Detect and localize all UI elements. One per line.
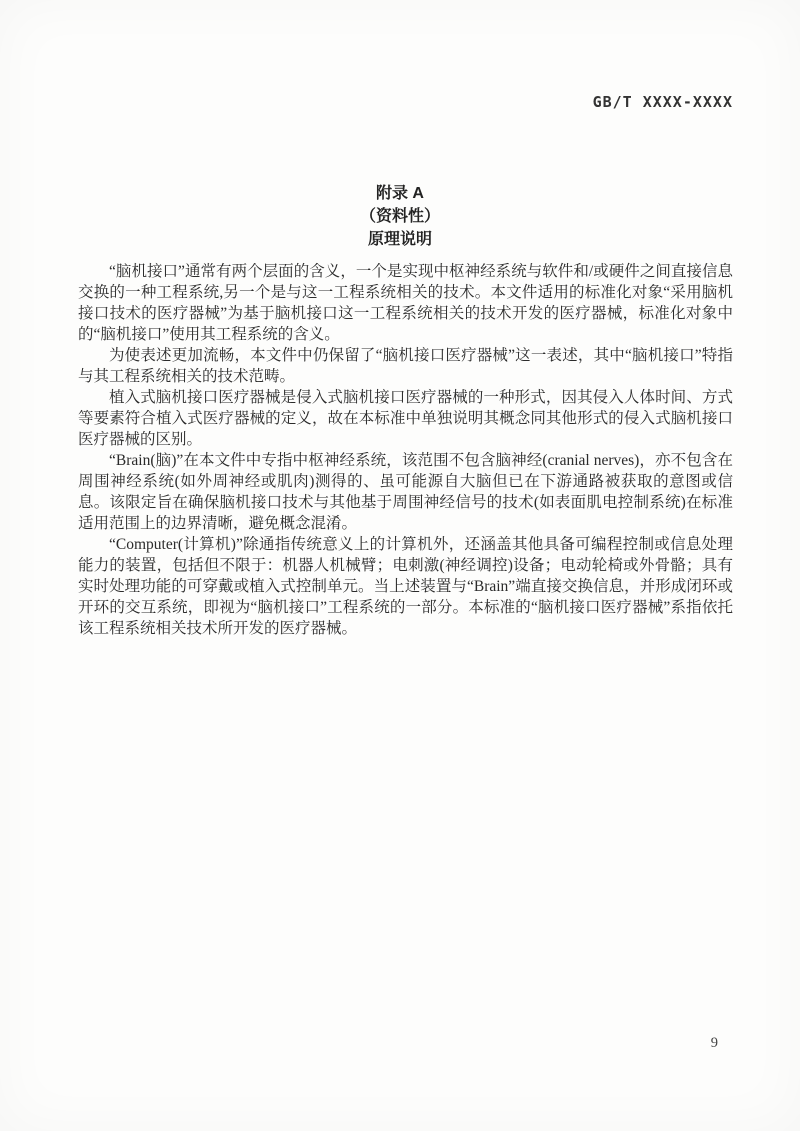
body-text bbox=[78, 261, 733, 639]
paragraph-1: “脑机接口”通常有两个层面的含义，一个是实现中枢神经系统与软件和/或硬件之间直接信息交换的一种工程系统,另一个是与这一工程系统相关的技术。本文件适用的标准化对象“采用脑机接口技术的医疗器械”为基于脑机接口这一工程系统相关的技术开发的医疗器械，标准化对象中的“脑机接口”使用其工程系统的含义。 bbox=[78, 263, 733, 343]
page-number: 9 bbox=[710, 1035, 718, 1051]
appendix-label: 附录 A bbox=[375, 185, 424, 202]
paragraph-4: “Brain(脑)”在本文件中专指中枢神经系统，该范围不包含脑神经(cranial nerves)，亦不包含在周围神经系统(如外周神经或肌肉)测得的、虽可能源自大脑但已在下游通路被获取的意图或信息。该限定旨在确保脑机接口技术与其他基于周围神经信号的技术(如表面肌电控制系统)在标准适用范围上的边界清晰，避免概念混淆。 bbox=[78, 452, 733, 532]
appendix-title: 原理说明 bbox=[367, 231, 432, 248]
appendix-normativity: （资料性） bbox=[359, 208, 440, 225]
paragraph-3: 植入式脑机接口医疗器械是侵入式脑机接口医疗器械的一种形式，因其侵入人体时间、方式等要素符合植入式医疗器械的定义，故在本标准中单独说明其概念同其他形式的侵入式脑机接口医疗器械的区别。 bbox=[78, 389, 733, 448]
paragraph-2: 为使表述更加流畅，本文件中仍保留了“脑机接口医疗器械”这一表述，其中“脑机接口”特指与其工程系统相关的技术范畴。 bbox=[78, 347, 733, 385]
paragraph-5: “Computer(计算机)”除通指传统意义上的计算机外，还涵盖其他具备可编程控制或信息处理能力的装置，包括但不限于：机器人机械臂；电刺激(神经调控)设备；电动轮椅或外骨骼；具有实时处理功能的可穿戴或植入式控制单元。当上述装置与“Brain”端直接交换信息，并形成闭环或开环的交互系统，即视为“脑机接口”工程系统的一部分。本标准的“脑机接口医疗器械”系指依托该工程系统相关技术所开发的医疗器械。 bbox=[78, 536, 733, 637]
appendix-heading bbox=[0, 182, 800, 251]
standard-number: GB/T XXXX-XXXX bbox=[592, 93, 733, 111]
